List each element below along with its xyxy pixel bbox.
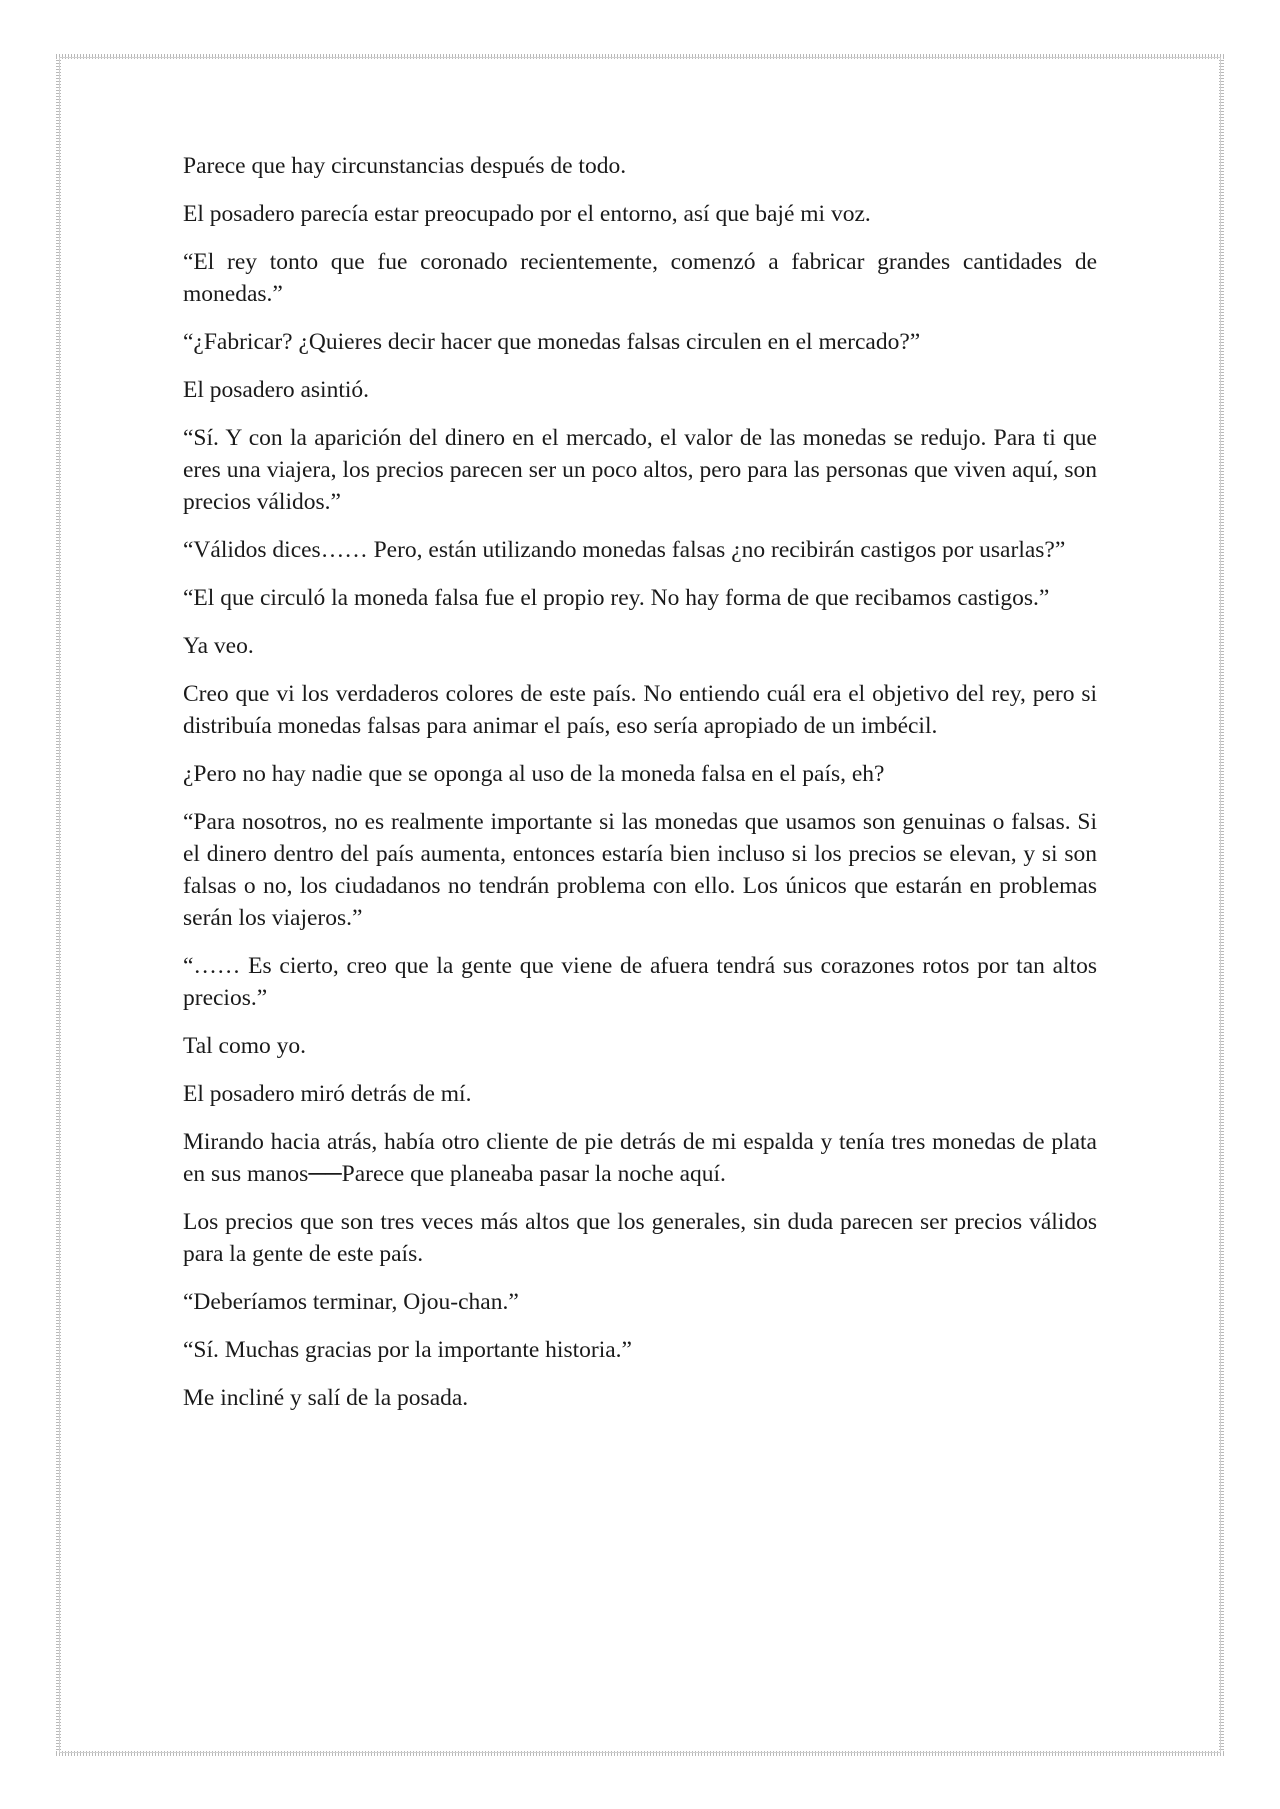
paragraph: Parece que hay circunstancias después de todo. [183, 153, 627, 179]
paragraph: El posadero parecía estar preocupado por el entorno, así que bajé mi voz. [183, 201, 871, 227]
paragraph: “El que circuló la moneda falsa fue el propio rey. No hay forma de que recibamos castigos.” [183, 585, 1050, 611]
paragraph: “Deberíamos terminar, Ojou-chan.” [183, 1289, 519, 1315]
paragraph: Ya veo. [183, 633, 254, 659]
paragraph: “Válidos dices…… Pero, están utilizando monedas falsas ¿no recibirán castigos por usarlas?” [183, 537, 1066, 563]
paragraph: “Sí. Y con la aparición del dinero en el mercado, el valor de las monedas se redujo. Para ti que eres una viajera, los precios parecen ser un poco altos, pero para las personas que viven aquí, son precios válidos.” [183, 425, 1097, 515]
paragraph: Creo que vi los verdaderos colores de este país. No entiendo cuál era el objetivo del rey, pero si distribuía monedas falsas para animar el país, eso sería apropiado de un imbécil. [183, 681, 1097, 739]
paragraph: “Sí. Muchas gracias por la importante historia.” [183, 1337, 632, 1363]
paragraph: El posadero miró detrás de mí. [183, 1081, 472, 1107]
paragraph: Me incliné y salí de la posada. [183, 1385, 469, 1411]
paragraph: “…… Es cierto, creo que la gente que viene de afuera tendrá sus corazones rotos por tan altos precios.” [183, 953, 1097, 1011]
paragraph: El posadero asintió. [183, 377, 370, 403]
paragraph: “¿Fabricar? ¿Quieres decir hacer que monedas falsas circulen en el mercado?” [183, 329, 921, 355]
paragraph: “Para nosotros, no es realmente importante si las monedas que usamos son genuinas o falsas. Si el dinero dentro del país aumenta, entonces estaría bien incluso si los precios se elevan, y si son falsas o no, los ciudadanos no tendrán problema con ello. Los únicos que estarán en problemas serán los viajeros.” [183, 809, 1097, 931]
paragraph: Los precios que son tres veces más altos que los generales, sin duda parecen ser precios válidos para la gente de este país. [183, 1209, 1097, 1267]
paragraph: Tal como yo. [183, 1033, 307, 1059]
page-text [183, 150, 1097, 1430]
paragraph: “El rey tonto que fue coronado recientemente, comenzó a fabricar grandes cantidades de monedas.” [183, 249, 1097, 307]
paragraph: ¿Pero no hay nadie que se oponga al uso de la moneda falsa en el país, eh? [183, 761, 885, 787]
paragraph: Mirando hacia atrás, había otro cliente de pie detrás de mi espalda y tenía tres monedas de plata en sus manos──Parece que planeaba pasar la noche aquí. [183, 1129, 1097, 1187]
